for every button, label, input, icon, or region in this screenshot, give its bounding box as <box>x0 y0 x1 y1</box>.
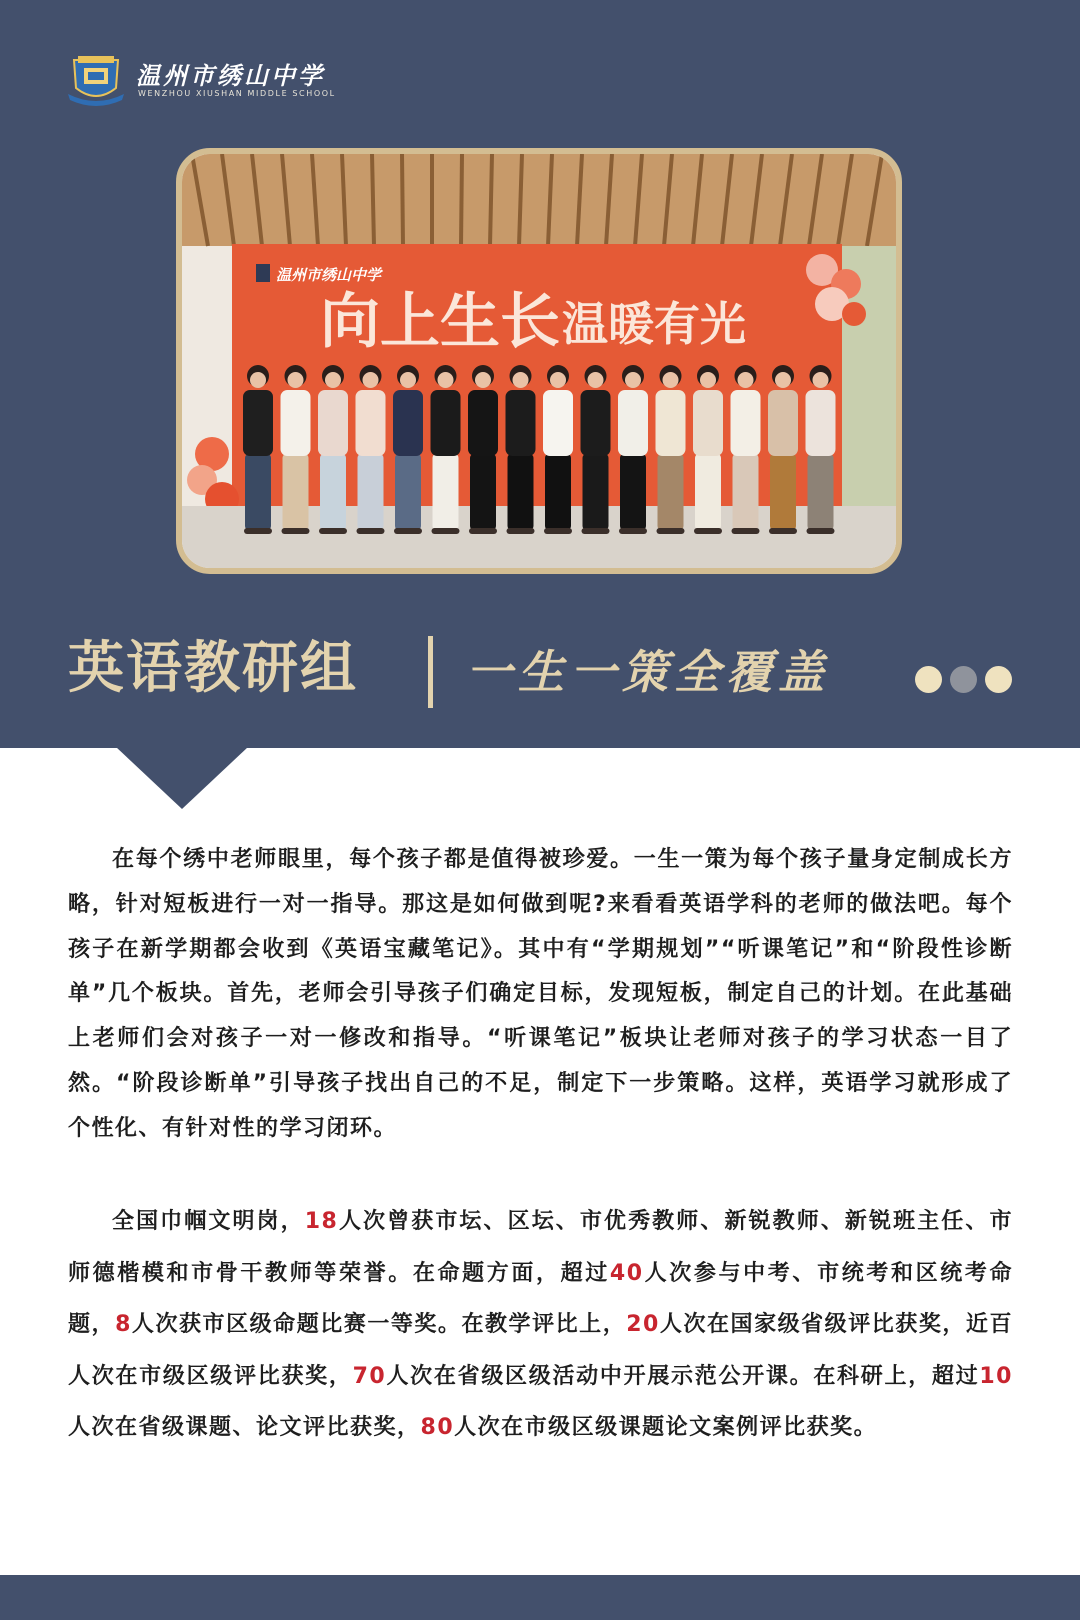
achievements-paragraph <box>68 1196 1013 1454</box>
title-divider <box>428 636 433 708</box>
footer-band <box>0 1575 1080 1620</box>
highlight-number: 8 <box>115 1312 132 1337</box>
highlight-number: 20 <box>626 1312 660 1337</box>
text-segment: 人次获市区级命题比赛一等奖。在教学评比上， <box>131 1312 627 1337</box>
highlight-number: 80 <box>420 1415 455 1440</box>
intro-paragraph: 在每个绣中老师眼里，每个孩子都是值得被珍爱。一生一策为每个孩子量身定制成长方略，针对短板进行一对一指导。那这是如何做到呢?来看看英语学科的老师的做法吧。每个孩子在新学期都会收到《英语宝藏笔记》。其中有“学期规划”“听课笔记”和“阶段性诊断单”几个板块。首先，老师会引导孩子们确定目标，发现短板，制定自己的计划。在此基础上老师们会对孩子一对一修改和指导。“听课笔记”板块让老师对孩子的学习状态一目了然。“阶段诊断单”引导孩子找出自己的不足，制定下一步策略。这样，英语学习就形成了个性化、有针对性的学习闭环。 <box>68 847 1013 1141</box>
decor-dot <box>950 666 977 693</box>
highlight-number: 40 <box>609 1260 644 1286</box>
text-segment: 人次在省级区级活动中开展示范公开课。在科研上，超过 <box>386 1363 980 1389</box>
highlight-number: 18 <box>304 1209 339 1234</box>
school-name-english: WENZHOU XIUSHAN MIDDLE SCHOOL <box>138 89 336 98</box>
text-segment: 人次曾获市坛、区坛、市优秀教师、新锐教师、新锐班主任、市师德楷模和市骨干教师等荣誉。在命题方面，超过 <box>68 1209 1013 1286</box>
text-segment: 全国巾帼文明岗， <box>112 1209 305 1234</box>
decor-dot <box>915 666 942 693</box>
text-segment: 人次在省级课题、论文评比获奖， <box>68 1415 421 1440</box>
school-name: 温州市绣山中学 <box>136 61 325 90</box>
pointer-triangle <box>116 747 248 809</box>
section-subtitle: 一生一策全覆盖 <box>466 645 830 699</box>
text-segment: 人次参与中考、市统考和区统考命题， <box>68 1260 1013 1337</box>
text-segment: 人次在市级区级课题论文案例评比获奖。 <box>454 1415 878 1440</box>
banner-slogan-1: 向上生长 <box>320 287 560 357</box>
highlight-number: 70 <box>352 1363 387 1389</box>
group-photo-illustration <box>182 154 896 568</box>
banner-slogan-2: 温暖有光 <box>562 297 746 351</box>
banner-school-name: 温州市绣山中学 <box>276 266 382 284</box>
text-segment: 人次在国家级省级评比获奖，近百人次在市级区级评比获奖， <box>68 1312 1013 1389</box>
school-crest-logo <box>66 54 126 106</box>
decor-dot <box>985 666 1012 693</box>
section-title: 英语教研组 <box>68 635 358 701</box>
group-photo <box>176 148 902 574</box>
ceiling-slats <box>182 154 896 246</box>
highlight-number: 10 <box>979 1363 1013 1389</box>
